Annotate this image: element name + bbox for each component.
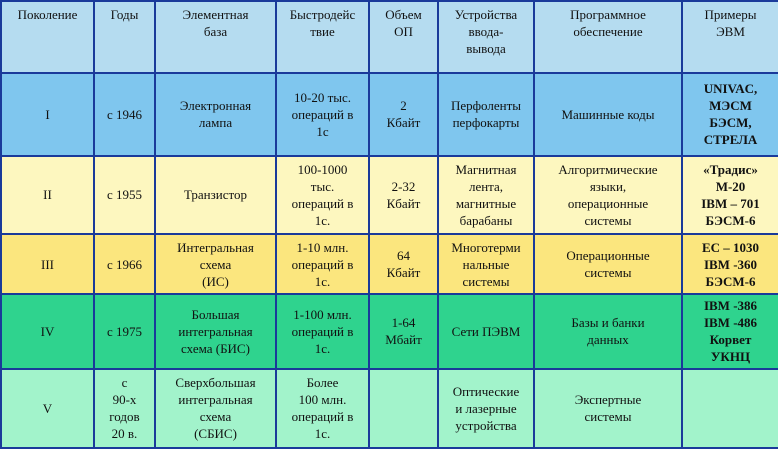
cell-examples: ЕС – 1030 IBM -360 БЭСМ-6	[682, 234, 778, 294]
cell-element-base: Большая интегральная схема (БИС)	[155, 294, 276, 368]
table-header-row	[1, 1, 778, 73]
table-row	[1, 234, 778, 294]
header-software: Программное обеспечение	[534, 1, 682, 73]
cell-examples	[682, 369, 778, 448]
cell-memory	[369, 369, 438, 448]
cell-io-devices: Многотерми нальные системы	[438, 234, 534, 294]
header-years: Годы	[94, 1, 155, 73]
cell-generation: I	[1, 73, 94, 155]
cell-memory: 1-64 Мбайт	[369, 294, 438, 368]
cell-element-base: Интегральная схема (ИС)	[155, 234, 276, 294]
table-row	[1, 73, 778, 155]
cell-io-devices: Оптические и лазерные устройства	[438, 369, 534, 448]
cell-years: с 1966	[94, 234, 155, 294]
header-io-devices: Устройства ввода- вывода	[438, 1, 534, 73]
cell-examples: «Традис» М-20 IBM – 701 БЭСМ-6	[682, 156, 778, 234]
cell-years: с 1955	[94, 156, 155, 234]
cell-speed: 1-100 млн. операций в 1с.	[276, 294, 369, 368]
cell-memory: 64 Кбайт	[369, 234, 438, 294]
cell-io-devices: Перфоленты перфокарты	[438, 73, 534, 155]
table-row	[1, 156, 778, 234]
cell-generation: V	[1, 369, 94, 448]
cell-software: Алгоритмические языки, операционные системы	[534, 156, 682, 234]
header-examples: Примеры ЭВМ	[682, 1, 778, 73]
cell-io-devices: Магнитная лента, магнитные барабаны	[438, 156, 534, 234]
table-row	[1, 369, 778, 448]
cell-software: Экспертные системы	[534, 369, 682, 448]
cell-years: с 1975	[94, 294, 155, 368]
cell-software: Базы и банки данных	[534, 294, 682, 368]
header-memory: Объем ОП	[369, 1, 438, 73]
cell-memory: 2-32 Кбайт	[369, 156, 438, 234]
cell-software: Машинные коды	[534, 73, 682, 155]
cell-speed: 1-10 млн. операций в 1с.	[276, 234, 369, 294]
cell-element-base: Сверхбольшая интегральная схема (СБИС)	[155, 369, 276, 448]
header-speed: Быстродейс твие	[276, 1, 369, 73]
cell-examples: UNIVAC, МЭСМ БЭСМ, СТРЕЛА	[682, 73, 778, 155]
cell-io-devices: Сети ПЭВМ	[438, 294, 534, 368]
header-generation: Поколение	[1, 1, 94, 73]
cell-element-base: Электронная лампа	[155, 73, 276, 155]
cell-memory: 2 Кбайт	[369, 73, 438, 155]
cell-examples: IBM -386 IBM -486 Корвет УКНЦ	[682, 294, 778, 368]
header-element-base: Элементная база	[155, 1, 276, 73]
table-row	[1, 294, 778, 368]
cell-speed: 100-1000 тыс. операций в 1с.	[276, 156, 369, 234]
cell-element-base: Транзистор	[155, 156, 276, 234]
cell-speed: 10-20 тыс. операций в 1с	[276, 73, 369, 155]
cell-generation: III	[1, 234, 94, 294]
cell-speed: Более 100 млн. операций в 1с.	[276, 369, 369, 448]
cell-years: с 1946	[94, 73, 155, 155]
cell-software: Операционные системы	[534, 234, 682, 294]
cell-generation: II	[1, 156, 94, 234]
cell-years: с 90-х годов 20 в.	[94, 369, 155, 448]
cell-generation: IV	[1, 294, 94, 368]
